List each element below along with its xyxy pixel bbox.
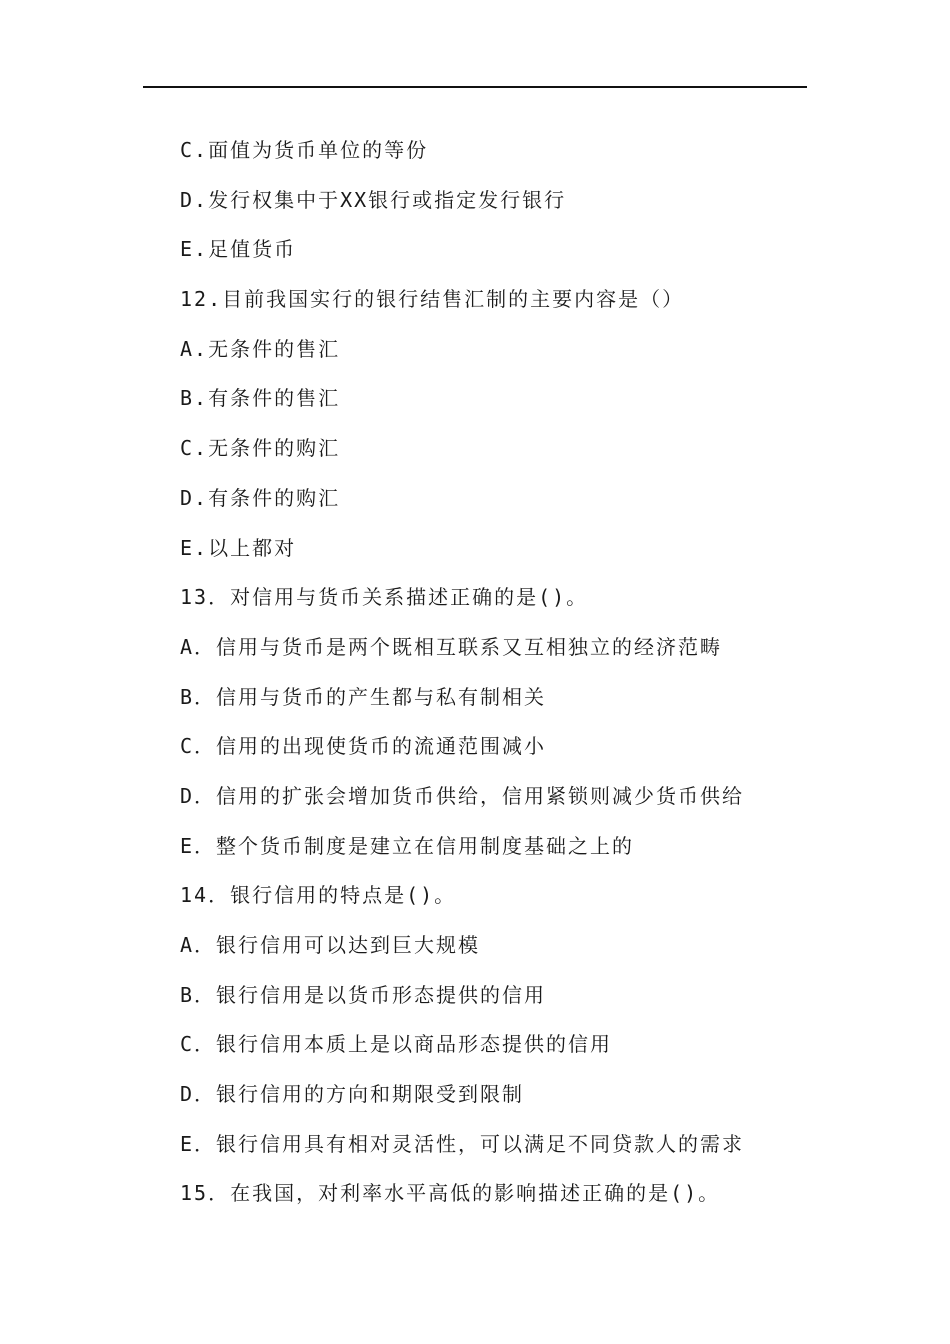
q12-option-c: C.无条件的购汇 xyxy=(180,436,341,461)
question-12: 12.目前我国实行的银行结售汇制的主要内容是（） xyxy=(180,287,685,312)
q14-option-a: A．银行信用可以达到巨大规模 xyxy=(180,933,481,957)
q13-option-a: A．信用与货币是两个既相互联系又互相独立的经济范畴 xyxy=(180,634,723,659)
header-rule xyxy=(143,86,807,88)
q13-option-e: E．整个货币制度是建立在信用制度基础之上的 xyxy=(180,833,635,858)
question-13: 13．对信用与货币关系描述正确的是()。 xyxy=(180,585,589,610)
q12-option-e: E.以上都对 xyxy=(180,535,297,560)
q14-option-b: B．银行信用是以货币形态提供的信用 xyxy=(180,982,547,1007)
q14-option-c: C．银行信用本质上是以商品形态提供的信用 xyxy=(180,1032,613,1057)
q13-option-b: B．信用与货币的产生都与私有制相关 xyxy=(180,684,547,709)
question-14: 14．银行信用的特点是()。 xyxy=(180,883,457,908)
q13-option-c: C．信用的出现使货币的流通范围减小 xyxy=(180,734,547,759)
question-15: 15．在我国，对利率水平高低的影响描述正确的是()。 xyxy=(180,1181,721,1206)
option-d-line: D.发行权集中于XX银行或指定发行银行 xyxy=(180,187,567,212)
q12-option-a: A.无条件的售汇 xyxy=(180,336,341,361)
option-c-line: C.面值为货币单位的等份 xyxy=(180,138,429,162)
q13-option-d: D．信用的扩张会增加货币供给，信用紧锁则减少货币供给 xyxy=(180,783,745,808)
option-e-line: E.足值货币 xyxy=(180,237,297,262)
q12-option-b: B.有条件的售汇 xyxy=(180,386,341,411)
q14-option-e: E．银行信用具有相对灵活性，可以满足不同贷款人的需求 xyxy=(180,1131,745,1156)
document-body xyxy=(180,132,820,1225)
q14-option-d: D．银行信用的方向和期限受到限制 xyxy=(180,1082,525,1107)
q12-option-d: D.有条件的购汇 xyxy=(180,485,341,510)
